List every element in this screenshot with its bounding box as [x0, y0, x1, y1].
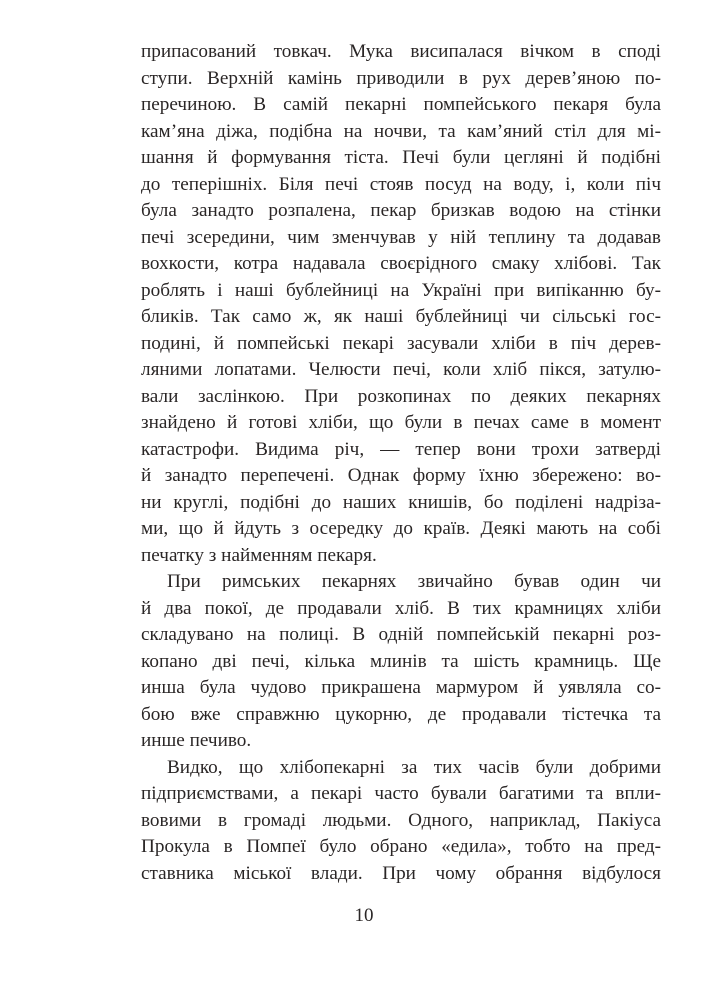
- text-line: бою вже справжню цукорню, де продавали тістечка та: [141, 703, 661, 725]
- text-line: ляними лопатами. Челюсти печі, коли хліб пікся, затулю-: [141, 359, 661, 380]
- text-line: й занадто перепечені. Однак форму їхню збережено: во-: [141, 465, 661, 486]
- text-line: ми, що й йдуть з осередку до країв. Деякі мають на собі: [141, 518, 661, 539]
- text-line: Видко, що хлібопекарні за тих часів були добрими: [167, 756, 661, 778]
- page-number: 10: [354, 905, 374, 926]
- text-line: бликів. Так само ж, як наші бублейниці чи сільські гос-: [141, 306, 661, 327]
- text-line: печатку з найменням пекаря.: [141, 544, 377, 566]
- text-line: була занадто розпалена, пекар бризкав водою на стінки: [141, 200, 661, 221]
- text-line: Прокула в Помпеї було обрано «едила», тобто на пред-: [141, 836, 661, 857]
- text-line: кам’яна діжа, подібна на ночви, та кам’яний стіл для мі-: [141, 120, 661, 142]
- text-line: знайдено й готові хліби, що були в печах саме в момент: [141, 412, 661, 433]
- text-line: ставника міської влади. При чому обрання відбулося: [141, 862, 661, 884]
- text-line: инша була чудово прикрашена мармуром й уявляла со-: [141, 677, 661, 698]
- text-line: шання й формування тіста. Печі були цегляні й подібні: [141, 147, 661, 168]
- text-line: ни круглі, подібні до наших книшів, бо поділені надріза-: [141, 491, 661, 513]
- text-line: вохкости, котра надавала своєрідного смаку хлібові. Так: [141, 253, 661, 274]
- text-line: подині, й помпейські пекарі засували хліби в піч дерев-: [141, 332, 661, 354]
- text-line: складувано на полиці. В одній помпейській пекарні роз-: [141, 624, 661, 645]
- text-line: ступи. Верхній камінь приводили в рух дерев’яною по-: [141, 67, 661, 89]
- text-line: до теперішніх. Біля печі стояв посуд на воду, і, коли піч: [141, 173, 661, 195]
- text-line: катастрофи. Видима річ, — тепер вони трохи затверді: [141, 438, 661, 460]
- paragraph: [141, 755, 661, 888]
- body-text: [141, 39, 661, 887]
- text-line: инше печиво.: [141, 730, 252, 751]
- text-line: При римських пекарнях звичайно бував один чи: [167, 571, 661, 592]
- text-line: підприємствами, а пекарі часто бували багатими та впли-: [141, 783, 661, 804]
- text-line: вали заслінкою. При розкопинах по деяких пекарнях: [141, 385, 661, 407]
- paragraph: [141, 569, 661, 755]
- text-line: копано дві печі, кілька млинів та шість крамниць. Ще: [141, 650, 661, 672]
- text-line: й два покої, де продавали хліб. В тих крамницях хліби: [141, 597, 661, 619]
- text-line: печі зсередини, чим зменчував у ній теплину та додавав: [141, 226, 661, 248]
- text-line: вовими в громаді людьми. Одного, наприклад, Пакіуса: [141, 809, 661, 831]
- paragraph: [141, 39, 661, 569]
- text-line: перечиною. В самій пекарні помпейського пекаря була: [141, 94, 661, 115]
- text-line: припасований товкач. Мука висипалася вічком в споді: [141, 41, 661, 62]
- text-line: роблять і наші бублейниці на Україні при випіканню бу-: [141, 279, 661, 301]
